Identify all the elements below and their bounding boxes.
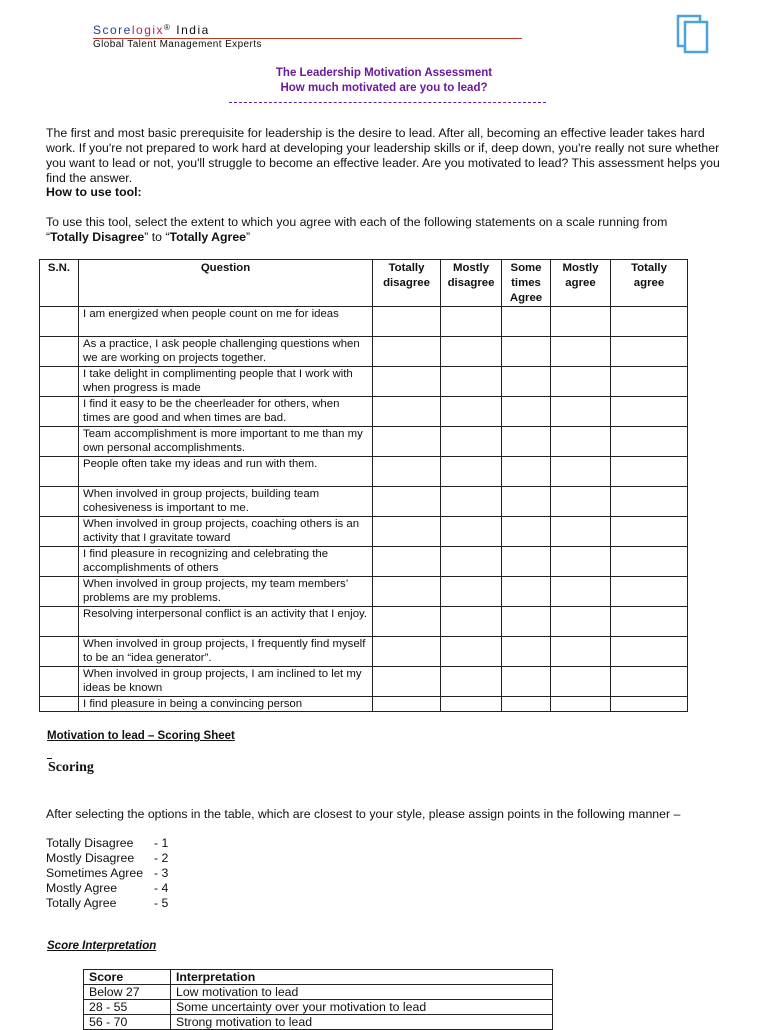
score-cell: 56 - 70	[84, 1015, 171, 1030]
answer-cell-sometimes-agree[interactable]	[502, 577, 551, 607]
sn-cell	[40, 637, 79, 667]
answer-cell-totally-agree[interactable]	[611, 547, 688, 577]
answer-cell-mostly-disagree[interactable]	[441, 547, 502, 577]
points-item	[46, 836, 168, 851]
col-sometimes-agree: Some times Agree	[502, 260, 551, 307]
interpretation-table	[83, 969, 553, 1030]
table-row	[40, 607, 688, 637]
question-cell: I am energized when people count on me for ideas	[79, 307, 373, 337]
answer-cell-totally-disagree[interactable]	[373, 517, 441, 547]
question-cell: When involved in group projects, I am inclined to let my ideas be known	[79, 667, 373, 697]
question-cell: When involved in group projects, building team cohesiveness is important to me.	[79, 487, 373, 517]
answer-cell-totally-agree[interactable]	[611, 367, 688, 397]
points-item	[46, 896, 168, 911]
answer-cell-sometimes-agree[interactable]	[502, 487, 551, 517]
answer-cell-totally-disagree[interactable]	[373, 697, 441, 712]
interpretation-row	[84, 985, 553, 1000]
how-to-heading: How to use tool:	[46, 185, 142, 199]
answer-cell-totally-agree[interactable]	[611, 307, 688, 337]
points-value: - 3	[154, 866, 169, 880]
answer-cell-mostly-agree[interactable]	[551, 607, 611, 637]
table-row	[40, 337, 688, 367]
answer-cell-totally-disagree[interactable]	[373, 367, 441, 397]
sn-cell	[40, 367, 79, 397]
answer-cell-sometimes-agree[interactable]	[502, 367, 551, 397]
points-value: - 5	[154, 896, 169, 910]
col-sn: S.N.	[40, 260, 79, 307]
points-list	[46, 836, 168, 911]
col-totally-disagree: Totally disagree	[373, 260, 441, 307]
answer-cell-sometimes-agree[interactable]	[502, 697, 551, 712]
table-row	[40, 667, 688, 697]
points-value: - 2	[154, 851, 169, 865]
sn-cell	[40, 397, 79, 427]
answer-cell-mostly-disagree[interactable]	[441, 427, 502, 457]
answer-cell-totally-agree[interactable]	[611, 337, 688, 367]
answer-cell-sometimes-agree[interactable]	[502, 397, 551, 427]
table-row	[40, 637, 688, 667]
table-row	[40, 547, 688, 577]
answer-cell-totally-disagree[interactable]	[373, 577, 441, 607]
answer-cell-totally-disagree[interactable]	[373, 487, 441, 517]
table-row	[40, 487, 688, 517]
answer-cell-totally-agree[interactable]	[611, 667, 688, 697]
answer-cell-mostly-agree[interactable]	[551, 517, 611, 547]
sn-cell	[40, 337, 79, 367]
table-row	[40, 577, 688, 607]
points-value: - 4	[154, 881, 169, 895]
sn-cell	[40, 607, 79, 637]
col-interpretation: Interpretation	[171, 970, 553, 985]
table-row	[40, 697, 688, 712]
col-totally-agree: Totally agree	[611, 260, 688, 307]
answer-cell-totally-disagree[interactable]	[373, 457, 441, 487]
document-icon	[676, 14, 710, 54]
answer-cell-mostly-agree[interactable]	[551, 577, 611, 607]
question-cell: I find pleasure in recognizing and celebrating the accomplishments of others	[79, 547, 373, 577]
answer-cell-sometimes-agree[interactable]	[502, 337, 551, 367]
answer-cell-mostly-disagree[interactable]	[441, 667, 502, 697]
answer-cell-mostly-agree[interactable]	[551, 397, 611, 427]
points-label: Totally Disagree	[46, 836, 134, 850]
answer-cell-sometimes-agree[interactable]	[502, 667, 551, 697]
answer-cell-sometimes-agree[interactable]	[502, 307, 551, 337]
question-cell: I take delight in complimenting people that I work with when progress is made	[79, 367, 373, 397]
points-label: Mostly Agree	[46, 881, 118, 895]
answer-cell-mostly-disagree[interactable]	[441, 307, 502, 337]
answer-cell-totally-disagree[interactable]	[373, 397, 441, 427]
answer-cell-totally-disagree[interactable]	[373, 547, 441, 577]
scoring-text: After selecting the options in the table, which are closest to your style, please assign points in the following manner –	[46, 807, 681, 821]
answer-cell-totally-agree[interactable]	[611, 577, 688, 607]
answer-cell-mostly-disagree[interactable]	[441, 487, 502, 517]
answer-cell-mostly-agree[interactable]	[551, 637, 611, 667]
table-row	[40, 427, 688, 457]
question-cell: When involved in group projects, my team members’ problems are my problems.	[79, 577, 373, 607]
answer-cell-totally-disagree[interactable]	[373, 637, 441, 667]
interpretation-row	[84, 1015, 553, 1030]
answer-cell-sometimes-agree[interactable]	[502, 607, 551, 637]
interpretation-cell: Some uncertainty over your motivation to lead	[171, 1000, 553, 1015]
score-cell: Below 27	[84, 985, 171, 1000]
question-cell: I find it easy to be the cheerleader for others, when times are good and when times are bad.	[79, 397, 373, 427]
title-line1: The Leadership Motivation Assessment	[275, 67, 493, 79]
answer-cell-totally-agree[interactable]	[611, 607, 688, 637]
question-cell: People often take my ideas and run with them.	[79, 457, 373, 487]
scoring-heading: Scoring	[48, 760, 94, 775]
answer-cell-totally-agree[interactable]	[611, 517, 688, 547]
table-row	[40, 397, 688, 427]
answer-cell-mostly-disagree[interactable]	[441, 397, 502, 427]
answer-cell-totally-agree[interactable]	[611, 397, 688, 427]
answer-cell-totally-disagree[interactable]	[373, 307, 441, 337]
col-mostly-disagree: Mostly disagree	[441, 260, 502, 307]
question-cell: When involved in group projects, I frequently find myself to be an “idea generator”.	[79, 637, 373, 667]
answer-cell-mostly-disagree[interactable]	[441, 637, 502, 667]
answer-cell-mostly-disagree[interactable]	[441, 697, 502, 712]
interpretation-header-row	[84, 970, 553, 985]
intro-paragraph: The first and most basic prerequisite for leadership is the desire to lead. After all, becoming an effective leader takes hard work. If you're not prepared to work hard at developing your leadership skills or if, deep down, you're really not sure whether you want to lead or not, you'll struggle to become an effective leader. Are you motivated to lead? This assessment helps you find the answer.	[46, 126, 720, 185]
answer-cell-sometimes-agree[interactable]	[502, 547, 551, 577]
interpretation-cell: Strong motivation to lead	[171, 1015, 553, 1030]
question-cell: Team accomplishment is more important to me than my own personal accomplishments.	[79, 427, 373, 457]
sn-cell	[40, 427, 79, 457]
col-question: Question	[79, 260, 373, 307]
answer-cell-mostly-disagree[interactable]	[441, 367, 502, 397]
answer-cell-mostly-agree[interactable]	[551, 487, 611, 517]
sn-cell	[40, 697, 79, 712]
points-item	[46, 866, 168, 881]
instructions: To use this tool, select the extent to which you agree with each of the following statements on a scale running from “Totally Disagree” to “Totally Agree”	[46, 215, 668, 244]
table-header-row	[40, 260, 688, 307]
sn-cell	[40, 547, 79, 577]
answer-cell-mostly-agree[interactable]	[551, 697, 611, 712]
scoring-sheet-heading: Motivation to lead – Scoring Sheet	[47, 730, 235, 742]
question-cell: I find pleasure in being a convincing person	[79, 697, 373, 712]
answer-cell-totally-disagree[interactable]	[373, 667, 441, 697]
table-row	[40, 457, 688, 487]
question-cell: As a practice, I ask people challenging questions when we are working on projects together.	[79, 337, 373, 367]
question-cell: When involved in group projects, coaching others is an activity that I gravitate toward	[79, 517, 373, 547]
interpretation-heading: Score Interpretation	[47, 940, 157, 952]
answer-cell-mostly-agree[interactable]	[551, 367, 611, 397]
table-row	[40, 367, 688, 397]
sn-cell	[40, 457, 79, 487]
answer-cell-totally-disagree[interactable]	[373, 337, 441, 367]
points-item	[46, 851, 168, 866]
table-row	[40, 307, 688, 337]
table-row	[40, 517, 688, 547]
col-mostly-agree: Mostly agree	[551, 260, 611, 307]
answer-cell-mostly-agree[interactable]	[551, 307, 611, 337]
answer-cell-mostly-agree[interactable]	[551, 547, 611, 577]
answer-cell-mostly-agree[interactable]	[551, 427, 611, 457]
answer-cell-totally-agree[interactable]	[611, 487, 688, 517]
points-value: - 1	[154, 836, 169, 850]
points-label: Totally Agree	[46, 896, 117, 910]
points-item	[46, 881, 168, 896]
answer-cell-mostly-disagree[interactable]	[441, 517, 502, 547]
sn-cell	[40, 577, 79, 607]
answer-cell-mostly-disagree[interactable]	[441, 457, 502, 487]
sn-cell	[40, 667, 79, 697]
sn-cell	[40, 487, 79, 517]
answer-cell-sometimes-agree[interactable]	[502, 517, 551, 547]
answer-cell-totally-agree[interactable]	[611, 637, 688, 667]
answer-cell-totally-agree[interactable]	[611, 697, 688, 712]
tagline: Global Talent Management Experts	[93, 39, 262, 50]
points-label: Sometimes Agree	[46, 866, 144, 880]
col-score: Score	[84, 970, 171, 985]
answer-cell-mostly-disagree[interactable]	[441, 607, 502, 637]
answer-cell-mostly-disagree[interactable]	[441, 337, 502, 367]
title-divider	[229, 102, 546, 103]
answer-cell-mostly-agree[interactable]	[551, 457, 611, 487]
question-cell: Resolving interpersonal conflict is an activity that I enjoy.	[79, 607, 373, 637]
answer-cell-totally-disagree[interactable]	[373, 427, 441, 457]
interpretation-cell: Low motivation to lead	[171, 985, 553, 1000]
brand-name: Scorelogix® India	[93, 23, 210, 37]
answer-cell-mostly-agree[interactable]	[551, 667, 611, 697]
answer-cell-sometimes-agree[interactable]	[502, 457, 551, 487]
sn-cell	[40, 517, 79, 547]
answer-cell-totally-agree[interactable]	[611, 457, 688, 487]
assessment-table	[39, 259, 688, 712]
answer-cell-totally-agree[interactable]	[611, 427, 688, 457]
points-label: Mostly Disagree	[46, 851, 135, 865]
title-line2: How much motivated are you to lead?	[280, 82, 488, 94]
answer-cell-totally-disagree[interactable]	[373, 607, 441, 637]
interpretation-row	[84, 1000, 553, 1015]
answer-cell-mostly-disagree[interactable]	[441, 577, 502, 607]
score-cell: 28 - 55	[84, 1000, 171, 1015]
answer-cell-mostly-agree[interactable]	[551, 337, 611, 367]
answer-cell-sometimes-agree[interactable]	[502, 637, 551, 667]
answer-cell-sometimes-agree[interactable]	[502, 427, 551, 457]
sn-cell	[40, 307, 79, 337]
